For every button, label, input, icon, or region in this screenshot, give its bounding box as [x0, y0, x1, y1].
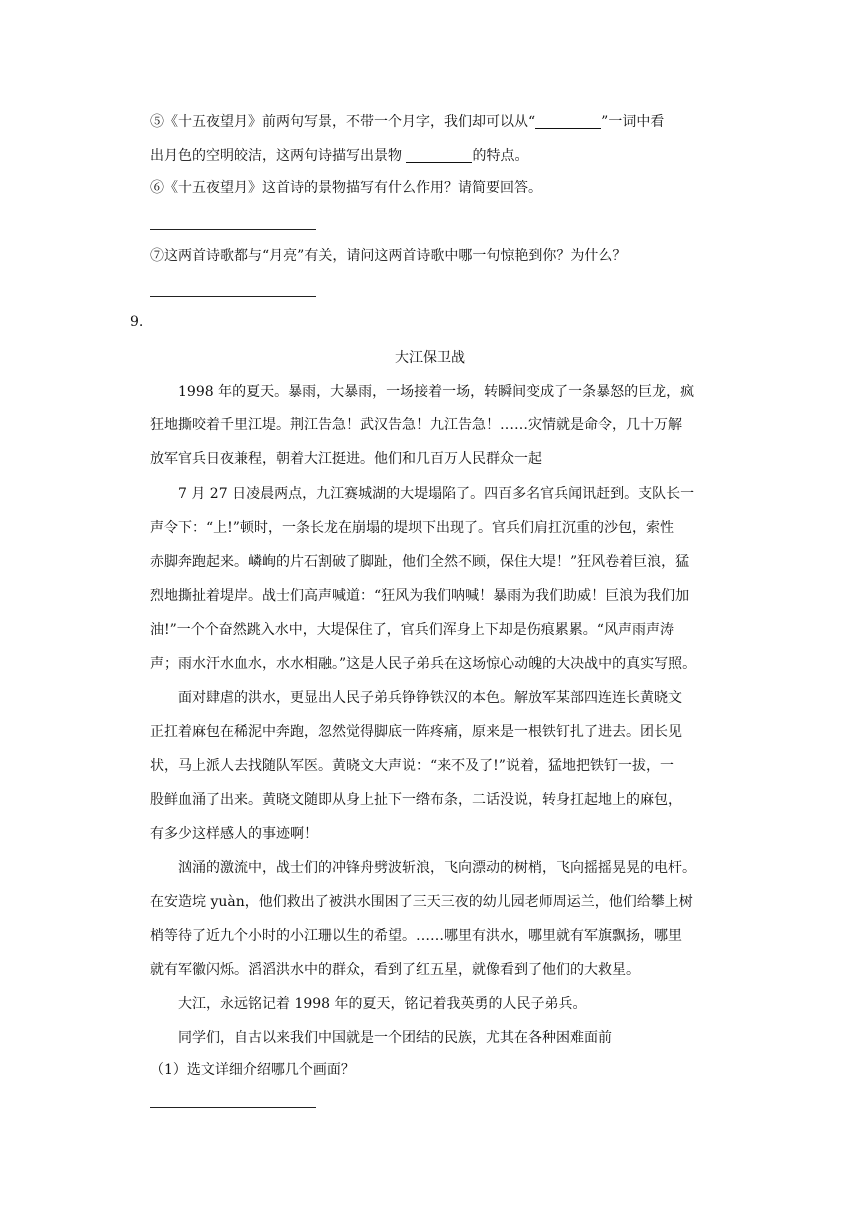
passage-line: 1998 年的夏天。暴雨，大暴雨，一场接着一场，转瞬间变成了一条暴怒的巨龙，疯	[178, 384, 695, 400]
answer-line[interactable]	[150, 1107, 316, 1108]
passage-line: 正扛着麻包在稀泥中奔跑，忽然觉得脚底一阵疼痛，原来是一根铁钉扎了进去。团长见	[150, 724, 682, 740]
question-5-line-2	[150, 146, 528, 166]
passage-line: 在安造垸 yuàn，他们救出了被洪水围困了三天三夜的幼儿园老师周运兰，他们给攀上树	[150, 894, 693, 910]
passage-line: 同学们，自古以来我们中国就是一个团结的民族，尤其在各种困难面前	[178, 1030, 612, 1046]
answer-blank[interactable]	[406, 148, 472, 163]
passage-line: 油!”一个个奋然跳入水中，大堤保住了，官兵们浑身上下却是伤痕累累。“风声雨声涛	[150, 622, 674, 638]
passage-line: 汹涌的激流中，战士们的冲锋舟劈波斩浪，飞向漂动的树梢，飞向摇摇晃晃的电杆。	[178, 860, 696, 876]
passage-line: 狂地撕咬着千里江堤。荆江告急！武汉告急！九江告急！……灾情就是命令，几十万解	[150, 417, 682, 433]
passage-line: 7 月 27 日凌晨两点，九江赛城湖的大堤塌陷了。四百多名官兵闻讯赶到。支队长一	[178, 486, 695, 502]
passage-line: 赤脚奔跑起来。嶙峋的片石割破了脚趾，他们全然不顾，保住大堤！”狂风卷着巨浪，猛	[150, 554, 690, 570]
passage-line: 股鲜血涌了出来。黄晓文随即从身上扯下一绺布条，二话没说，转身扛起地上的麻包，	[150, 792, 682, 808]
question-5-text-b: ”一词中看	[601, 114, 665, 130]
question-number: 9.	[130, 314, 144, 330]
passage-line: 放军官兵日夜兼程，朝着大江挺进。他们和几百万人民群众一起	[150, 451, 542, 467]
answer-line[interactable]	[150, 229, 316, 230]
passage-line: 声；雨水汗水血水，水水相融。”这是人民子弟兵在这场惊心动魄的大决战中的真实写照。	[150, 656, 697, 672]
question-5-line-1	[150, 112, 664, 132]
sub-question-1: （1）选文详细介绍哪几个画面？	[150, 1062, 355, 1078]
passage-line: 声令下：“上!”顿时，一条长龙在崩塌的堤坝下出现了。官兵们肩扛沉重的沙包，索性	[150, 520, 674, 536]
question-5-text-a: ⑤《十五夜望月》前两句写景，不带一个月字，我们却可以从“	[150, 114, 536, 130]
question-6: ⑥《十五夜望月》这首诗的景物描写有什么作用？请简要回答。	[150, 180, 542, 196]
passage-title: 大江保卫战	[395, 350, 465, 366]
passage-line: 面对肆虐的洪水，更显出人民子弟兵铮铮铁汉的本色。解放军某部四连连长黄晓文	[178, 690, 682, 706]
question-5-text-d: 的特点。	[472, 148, 529, 164]
answer-blank[interactable]	[535, 114, 601, 129]
passage-line: 大江，永远铭记着 1998 年的夏天，铭记着我英勇的人民子弟兵。	[178, 996, 587, 1012]
passage-line: 就有军徽闪烁。滔滔洪水中的群众，看到了红五星，就像看到了他们的大救星。	[150, 962, 640, 978]
passage-line: 烈地撕扯着堤岸。战士们高声喊道：“狂风为我们呐喊！暴雨为我们助威！巨浪为我们加	[150, 588, 690, 604]
passage-line: 有多少这样感人的事迹啊！	[150, 826, 318, 842]
passage-line: 梢等待了近九个小时的小江珊以生的希望。……哪里有洪水，哪里就有军旗飘扬，哪里	[150, 928, 682, 944]
question-7: ⑦这两首诗歌都与“月亮”有关，请问这两首诗歌中哪一句惊艳到你？为什么？	[150, 248, 627, 264]
answer-line[interactable]	[150, 296, 316, 297]
passage-line: 状，马上派人去找随队军医。黄晓文大声说：“来不及了!”说着，猛地把铁钉一拔，一	[150, 758, 674, 774]
question-5-text-c: 出月色的空明皎洁，这两句诗描写出景物	[150, 148, 407, 164]
